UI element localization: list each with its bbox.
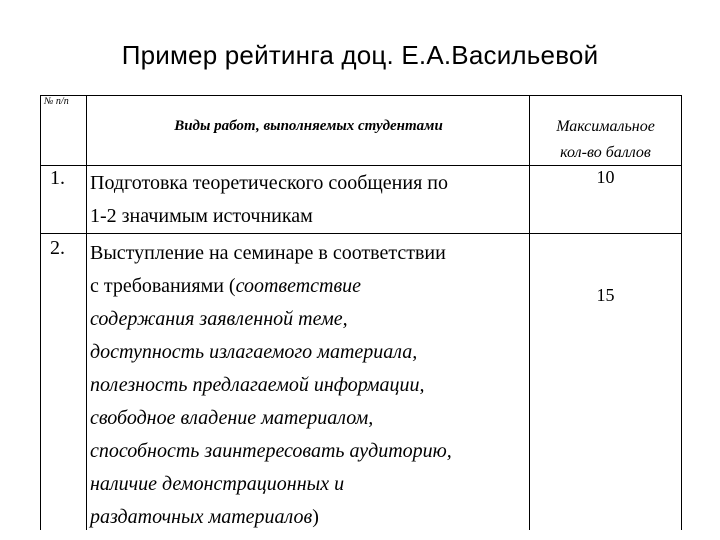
row2-line7: способность заинтересовать аудиторию, bbox=[90, 440, 452, 462]
row2-line1: Выступление на семинаре в соответствии bbox=[90, 242, 446, 264]
column-divider-number bbox=[86, 95, 87, 530]
header-max-line1: Максимальное bbox=[556, 118, 655, 135]
row2-line5: полезность предлагаемой информации, bbox=[90, 374, 425, 396]
row2-line6: свободное владение материалом, bbox=[90, 407, 374, 429]
header-number: № п/п bbox=[44, 96, 69, 107]
table-row-1-text bbox=[90, 167, 530, 233]
header-works: Виды работ, выполняемых студентами bbox=[174, 118, 443, 134]
row-number: 1. bbox=[50, 167, 65, 189]
row2-line8: наличие демонстрационных и bbox=[90, 473, 345, 495]
row1-line2: 1-2 значимым источникам bbox=[90, 205, 313, 227]
row2-line9 bbox=[90, 501, 530, 534]
row2-score: 15 bbox=[596, 285, 615, 305]
page-title: Пример рейтинга доц. Е.А.Васильевой bbox=[121, 40, 599, 70]
table-row-2-text bbox=[90, 237, 530, 534]
row2-close-paren: ) bbox=[312, 506, 319, 528]
row-number: 2. bbox=[50, 237, 65, 259]
row1-line1: Подготовка теоретического сообщения по bbox=[90, 172, 448, 194]
row2-line2 bbox=[90, 270, 530, 303]
header-max-line2: кол-во баллов bbox=[560, 144, 651, 161]
row2-lead2: с требованиями ( bbox=[90, 275, 236, 297]
row2-ital2: соответствие bbox=[235, 275, 362, 297]
row-divider-row1 bbox=[40, 233, 682, 234]
row2-line3: содержания заявленной теме, bbox=[90, 308, 348, 330]
row2-line4: доступность излагаемого материала, bbox=[90, 341, 418, 363]
header-max-score bbox=[529, 114, 682, 166]
row1-score: 10 bbox=[596, 167, 615, 187]
row2-ital9: раздаточных материалов bbox=[90, 506, 313, 528]
